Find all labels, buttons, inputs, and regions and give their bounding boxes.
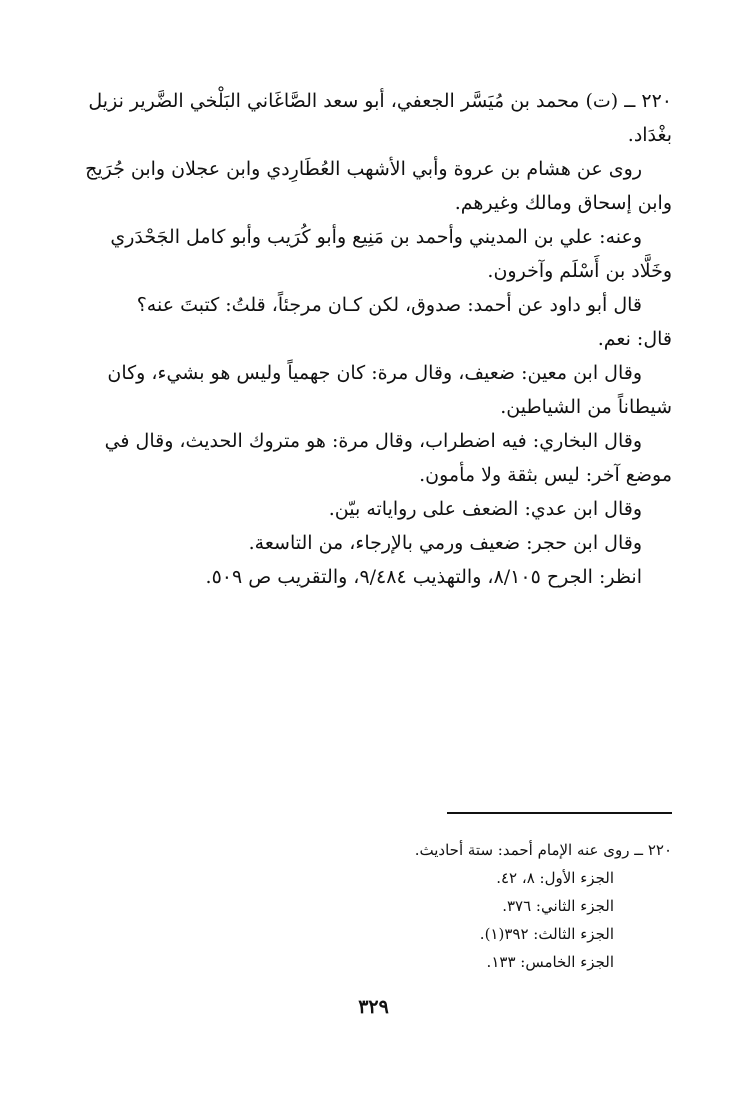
footnotes <box>252 836 672 976</box>
footnote-divider <box>447 812 672 814</box>
main-text <box>82 84 672 594</box>
paragraph-line: روى عن هشام بن عروة وأبي الأشهب العُطَارِدي وابن عجلان وابن جُرَيج <box>85 158 642 180</box>
paragraph-line: وخَلَّاد بن أَسْلَم وآخرون. <box>487 260 672 282</box>
page-number: ٣٢٩ <box>358 996 389 1018</box>
entry-heading <box>82 84 672 152</box>
paragraph-line: انظر: الجرح ٨/١٠٥، والتهذيب ٩/٤٨٤، والتقريب ص ٥٠٩. <box>205 566 642 588</box>
paragraph-line: وقال ابن حجر: ضعيف ورمي بالإرجاء، من التاسعة. <box>248 532 642 554</box>
footnote-item: الجزء الثالث: ٣٩٢(١). <box>479 925 614 943</box>
paragraph-abu-dawud <box>82 288 672 356</box>
footnote-item: الجزء الخامس: ١٣٣. <box>486 953 614 971</box>
paragraph-line: شيطاناً من الشياطين. <box>500 396 672 418</box>
paragraph-students <box>82 220 672 288</box>
paragraph-line: وقال ابن معين: ضعيف، وقال مرة: كان جهمياً وليس هو بشيء، وكان <box>107 362 642 384</box>
paragraph-bukhari <box>82 424 672 492</box>
paragraph-line: وقال ابن عدي: الضعف على رواياته بيّن. <box>328 498 642 520</box>
paragraph-ibn-adi <box>82 492 672 526</box>
paragraph-line: موضع آخر: ليس بثقة ولا مأمون. <box>419 464 672 486</box>
paragraph-references <box>82 560 672 594</box>
paragraph-ibn-maeen <box>82 356 672 424</box>
paragraph-line: وقال البخاري: فيه اضطراب، وقال مرة: هو متروك الحديث، وقال في <box>104 430 642 452</box>
paragraph-narrators <box>82 152 672 220</box>
footnote-item: الجزء الأول: ٨، ٤٢. <box>496 869 614 887</box>
paragraph-line: وابن إسحاق ومالك وغيرهم. <box>454 192 672 214</box>
paragraph-line: قال: نعم. <box>597 328 672 350</box>
entry-line: ٢٢٠ ــ (ت) محمد بن مُيَسَّر الجعفي، أبو سعد الصَّاغَاني البَلْخي الضَّرير نزيل <box>88 90 672 112</box>
paragraph-ibn-hajar <box>82 526 672 560</box>
paragraph-line: وعنه: علي بن المديني وأحمد بن مَنِيع وأبو كُرَيب وأبو كامل الجَحْدَري <box>110 226 642 248</box>
footnote-item: الجزء الثاني: ٣٧٦. <box>502 897 614 915</box>
footnote-header: ٢٢٠ ــ روى عنه الإمام أحمد: ستة أحاديث. <box>414 841 672 859</box>
entry-line: بغْدَاد. <box>627 124 672 146</box>
paragraph-line: قال أبو داود عن أحمد: صدوق، لكن كـان مرجئاً، قلتُ: كتبتَ عنه؟ <box>136 294 642 316</box>
